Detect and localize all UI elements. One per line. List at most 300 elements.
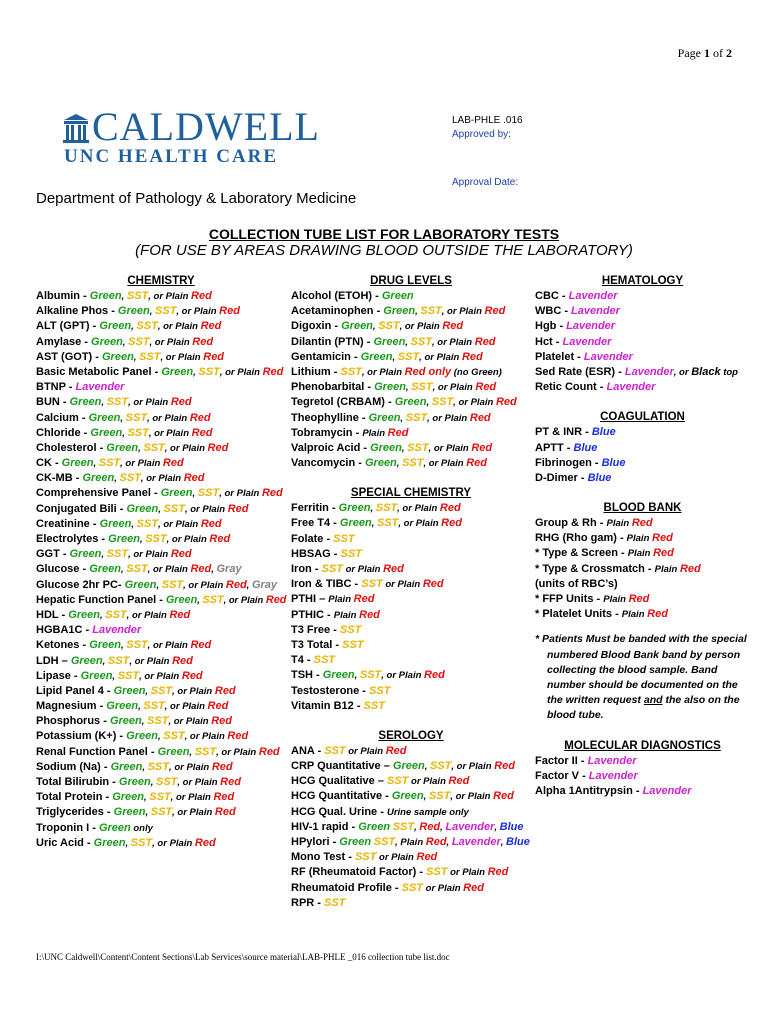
tube-color: SST bbox=[106, 548, 129, 561]
test-row bbox=[36, 562, 286, 577]
tube-note: , or Plain bbox=[157, 321, 201, 333]
tube-color: Red bbox=[416, 851, 438, 864]
file-path-footer: I:\UNC Caldwell\Content\Content Sections\Lab Services\source material\LAB-PHLE _016 collection tube list.doc bbox=[36, 952, 450, 962]
tube-note: , bbox=[354, 670, 360, 682]
test-row bbox=[36, 729, 286, 744]
tube-color: Green bbox=[117, 305, 150, 318]
tube-note: , bbox=[157, 731, 164, 743]
tube-color: Red bbox=[383, 563, 404, 575]
test-row bbox=[535, 592, 750, 607]
test-name: RPR - bbox=[291, 896, 324, 909]
test-name: Tobramycin - bbox=[291, 426, 363, 439]
test-name: Ketones - bbox=[36, 639, 90, 652]
test-row bbox=[36, 517, 286, 532]
test-name: Free T4 - bbox=[291, 517, 340, 530]
tube-color: Lavender bbox=[642, 784, 692, 797]
tube-color: Green bbox=[124, 578, 157, 591]
test-name: Triglycerides - bbox=[36, 806, 114, 819]
test-name: Alcohol (ETOH) - bbox=[291, 290, 382, 302]
tube-note: Plain bbox=[328, 594, 354, 606]
tube-color: Green bbox=[109, 715, 142, 728]
tube-color: Green bbox=[102, 350, 134, 363]
test-name: Chloride - bbox=[36, 426, 91, 439]
tube-note: , bbox=[423, 791, 429, 803]
tube-note: , bbox=[102, 655, 108, 667]
tube-note: , bbox=[125, 837, 131, 849]
tube-color: Green bbox=[99, 320, 132, 333]
tube-note: , bbox=[192, 488, 198, 500]
test-row bbox=[535, 577, 750, 592]
tube-color: SST bbox=[431, 396, 454, 409]
test-name: Troponin I - bbox=[36, 821, 99, 834]
tube-note: , or Plain bbox=[128, 397, 171, 409]
test-row bbox=[291, 365, 531, 380]
test-name: Lithium - bbox=[291, 365, 341, 378]
test-row bbox=[291, 426, 531, 441]
test-row bbox=[291, 501, 531, 516]
test-name: Gentamicin - bbox=[291, 350, 361, 363]
tube-color: Red bbox=[203, 350, 225, 363]
tube-color: Red bbox=[425, 836, 447, 848]
section-heading: COAGULATION bbox=[600, 411, 685, 424]
tube-note: , bbox=[401, 442, 408, 454]
test-name: HCG Quantitative - bbox=[291, 790, 392, 803]
test-row bbox=[291, 319, 531, 334]
test-name: Testosterone - bbox=[291, 684, 370, 697]
tube-note: or Plain bbox=[447, 867, 488, 879]
tube-note: , or Plain bbox=[428, 442, 472, 454]
test-name: T3 Total - bbox=[291, 638, 343, 651]
tube-color: Red bbox=[209, 533, 231, 545]
section-gap bbox=[535, 724, 750, 739]
test-row bbox=[535, 516, 750, 531]
tube-color: Green bbox=[381, 290, 414, 302]
tube-color: SST bbox=[354, 851, 377, 864]
test-row bbox=[36, 532, 286, 547]
tube-color: Red bbox=[194, 836, 216, 849]
tube-color: Blue bbox=[573, 441, 598, 454]
tube-note: , or Plain bbox=[126, 609, 170, 621]
test-row bbox=[291, 577, 531, 592]
test-row bbox=[291, 684, 531, 699]
tube-color: SST bbox=[428, 790, 451, 803]
section-heading: HEMATOLOGY bbox=[601, 275, 684, 287]
tube-note: , bbox=[114, 473, 120, 485]
tube-note: , or Plain bbox=[361, 366, 405, 378]
test-row bbox=[535, 546, 750, 561]
tube-color: Red bbox=[170, 396, 192, 409]
tube-note: , or Plain bbox=[170, 792, 214, 804]
test-row bbox=[36, 669, 286, 684]
section-heading: MOLECULAR DIAGNOSTICS bbox=[564, 739, 721, 752]
tube-note: , or Plain bbox=[398, 518, 442, 530]
tube-note: , or Plain bbox=[129, 655, 173, 667]
tube-color: Red bbox=[207, 441, 229, 454]
tube-note: , or Plain bbox=[219, 488, 262, 500]
tube-note: , bbox=[500, 837, 507, 848]
tube-color: SST bbox=[369, 684, 391, 697]
test-row bbox=[291, 335, 531, 350]
test-row bbox=[535, 531, 750, 546]
tube-color: Red bbox=[258, 745, 280, 758]
tube-note: , or Plain bbox=[184, 503, 228, 515]
tube-color: SST bbox=[429, 760, 452, 773]
tube-note: , bbox=[158, 503, 164, 515]
tube-color: Red bbox=[261, 487, 283, 500]
tube-color: SST bbox=[339, 623, 362, 636]
tube-note: , or Plain bbox=[139, 670, 182, 682]
test-name: RF (Rheumatoid Factor) - bbox=[291, 866, 427, 879]
tube-color: Green bbox=[99, 517, 132, 530]
test-row bbox=[535, 365, 750, 380]
tube-note: , or Plain bbox=[168, 716, 212, 728]
test-row bbox=[36, 699, 286, 714]
tube-color: Green bbox=[360, 350, 393, 363]
test-row bbox=[36, 289, 286, 304]
test-row bbox=[36, 471, 286, 486]
tube-color: Lavender bbox=[588, 769, 638, 782]
tube-color: Red bbox=[474, 335, 496, 348]
tube-color: Green bbox=[108, 533, 140, 545]
tube-note: Plain bbox=[603, 594, 629, 605]
tube-color: Red bbox=[495, 396, 517, 409]
test-row bbox=[36, 395, 286, 410]
tube-color: SST bbox=[117, 669, 140, 682]
test-row bbox=[291, 896, 531, 911]
test-name: Vitamin B12 - bbox=[291, 699, 364, 712]
test-name: AST (GOT) - bbox=[36, 350, 102, 363]
tube-color: Blue bbox=[587, 471, 612, 484]
document-id: LAB-PHLE .016 bbox=[452, 115, 523, 126]
test-name: * FFP Units - bbox=[535, 593, 604, 605]
test-row bbox=[291, 395, 531, 410]
tube-color: Red bbox=[225, 578, 247, 591]
test-name: Lipid Panel 4 - bbox=[36, 684, 114, 697]
tube-color: Red bbox=[190, 563, 212, 576]
logo-name: CALDWELL bbox=[92, 104, 320, 149]
tube-color: Red bbox=[385, 744, 407, 757]
test-name: Total Protein - bbox=[36, 791, 113, 804]
tube-color: SST bbox=[361, 578, 383, 591]
tube-color: SST bbox=[126, 563, 148, 576]
test-name: TSH - bbox=[291, 669, 323, 682]
test-name: Total Bilirubin - bbox=[36, 776, 119, 788]
tube-note: , or Plain bbox=[120, 458, 163, 470]
test-name: HCG Qualitative – bbox=[291, 775, 387, 788]
tube-color: SST bbox=[163, 730, 185, 743]
tube-note: , bbox=[131, 518, 137, 530]
tube-color: Red bbox=[469, 411, 491, 424]
tube-color: Red bbox=[448, 775, 470, 788]
section-heading: CHEMISTRY bbox=[127, 275, 195, 287]
tube-color: Green bbox=[98, 821, 131, 834]
tube-color: SST bbox=[107, 654, 130, 667]
tube-color: Lavender bbox=[568, 290, 618, 302]
tube-note: , or Plain bbox=[140, 473, 184, 485]
test-row bbox=[535, 471, 750, 486]
test-row bbox=[291, 623, 531, 638]
test-row bbox=[291, 608, 531, 623]
test-row bbox=[291, 304, 531, 319]
document-id-block bbox=[452, 114, 523, 142]
test-row bbox=[291, 532, 531, 547]
tube-note: , bbox=[400, 412, 406, 424]
tube-note: , bbox=[156, 579, 162, 591]
tube-note: Plain bbox=[606, 518, 632, 530]
test-row bbox=[535, 380, 750, 395]
test-row bbox=[36, 760, 286, 775]
tube-color: Lavender bbox=[92, 624, 142, 637]
test-row bbox=[291, 744, 531, 759]
test-name: PT & INR - bbox=[535, 426, 592, 439]
tube-color: Green bbox=[160, 487, 193, 500]
test-row bbox=[535, 607, 750, 622]
tube-note: , or Plain bbox=[453, 397, 496, 409]
test-row bbox=[535, 456, 750, 471]
test-name: Phosphorus - bbox=[36, 715, 110, 728]
tube-note: , or Plain bbox=[149, 336, 193, 348]
tube-note: , or Plain bbox=[148, 291, 192, 302]
tube-color: SST bbox=[163, 502, 185, 515]
test-name: Hepatic Function Panel - bbox=[36, 593, 166, 606]
tube-note: , bbox=[121, 291, 127, 302]
test-row bbox=[291, 653, 531, 668]
tube-note: or Plain bbox=[423, 882, 464, 894]
section-heading: SPECIAL CHEMISTRY bbox=[350, 487, 472, 500]
tube-color: SST bbox=[147, 760, 170, 773]
tube-color: Red bbox=[262, 365, 284, 378]
tube-color: Red bbox=[200, 517, 222, 530]
tube-note: , or Plain bbox=[164, 701, 208, 713]
tube-color: Lavender bbox=[75, 381, 125, 394]
test-name: Potassium (K+) - bbox=[36, 730, 127, 743]
tube-note: , or Plain bbox=[183, 579, 226, 591]
tube-note: , bbox=[145, 807, 151, 819]
tube-note: , bbox=[141, 716, 148, 728]
test-name: PTHI – bbox=[291, 593, 329, 606]
tube-note: , or Plain bbox=[427, 412, 470, 424]
tube-color: Red bbox=[220, 776, 241, 788]
tube-note: Plain bbox=[333, 609, 360, 621]
test-row bbox=[291, 789, 531, 804]
tube-color: Red bbox=[162, 457, 184, 470]
tube-color: SST bbox=[106, 396, 129, 409]
test-name: Vancomycin - bbox=[291, 457, 365, 470]
tube-color: Lavender bbox=[566, 320, 616, 333]
tube-note: , or Plain bbox=[441, 306, 485, 318]
tube-color: SST bbox=[98, 457, 121, 470]
test-name: * Type & Screen - bbox=[535, 547, 628, 560]
tube-color: SST bbox=[155, 305, 177, 318]
test-row bbox=[535, 350, 750, 365]
tube-color: SST bbox=[340, 547, 362, 560]
tube-color: SST bbox=[136, 320, 158, 333]
tube-note: , bbox=[211, 564, 217, 576]
test-name: Tegretol (CRBAM) - bbox=[291, 396, 395, 409]
test-name: Hgb - bbox=[535, 320, 567, 333]
test-row bbox=[291, 668, 531, 683]
section-heading: BLOOD BANK bbox=[603, 502, 682, 515]
tube-note: , bbox=[143, 792, 150, 804]
tube-note: , or Plain bbox=[169, 761, 212, 773]
tube-note: , or Plain bbox=[381, 670, 425, 682]
tube-color: Red bbox=[359, 608, 380, 621]
section-gap bbox=[535, 395, 750, 410]
tube-color: Red bbox=[189, 411, 211, 424]
test-name: * Platelet Units - bbox=[535, 608, 622, 621]
tube-color: Red bbox=[441, 517, 462, 530]
tube-color: Red bbox=[463, 881, 484, 894]
tube-color: Red bbox=[181, 669, 203, 682]
tube-note: , bbox=[112, 670, 118, 682]
test-name: Calcium - bbox=[36, 411, 89, 424]
tube-color: Red bbox=[190, 639, 212, 652]
test-row bbox=[36, 745, 286, 760]
test-name: Albumin - bbox=[36, 290, 90, 302]
test-name: Renal Function Panel - bbox=[36, 745, 158, 758]
tube-color: Blue bbox=[591, 426, 616, 439]
approved-by-label: Approved by: bbox=[452, 129, 511, 140]
tube-color: SST bbox=[392, 820, 415, 833]
tube-color: SST bbox=[402, 457, 424, 470]
tube-note: , bbox=[139, 534, 146, 545]
tube-color: Red bbox=[493, 790, 514, 803]
tube-color: SST bbox=[161, 578, 184, 591]
document-title: COLLECTION TUBE LIST FOR LABORATORY TESTS bbox=[208, 226, 560, 242]
test-row bbox=[535, 769, 750, 784]
test-name: Folate - bbox=[291, 532, 334, 545]
test-name: HGBA1C - bbox=[36, 624, 93, 637]
test-row bbox=[36, 380, 286, 395]
tube-color: Green bbox=[91, 335, 123, 348]
tube-color: Green bbox=[68, 608, 100, 621]
tube-color: Lavender bbox=[451, 836, 501, 848]
tube-note: , bbox=[392, 351, 398, 363]
tube-color: SST bbox=[145, 533, 167, 545]
tube-note: , or Plain bbox=[223, 594, 266, 606]
tube-note: (no Green) bbox=[451, 366, 502, 378]
test-name: Phenobarbital - bbox=[291, 381, 375, 394]
test-row bbox=[36, 335, 286, 350]
tube-color: SST bbox=[128, 335, 150, 348]
test-row bbox=[291, 380, 531, 395]
tube-color: SST bbox=[149, 791, 171, 804]
test-name: Uric Acid - bbox=[36, 836, 94, 849]
tube-color: Red bbox=[471, 441, 493, 454]
tube-color: Red bbox=[653, 547, 674, 560]
test-row bbox=[36, 805, 286, 820]
test-row bbox=[291, 289, 531, 304]
test-name: * Type & Crossmatch - bbox=[535, 562, 655, 575]
test-row bbox=[535, 319, 750, 334]
test-row bbox=[535, 754, 750, 769]
test-name: HBSAG - bbox=[291, 547, 341, 560]
tube-color: Green bbox=[368, 411, 401, 424]
tube-color: Red bbox=[227, 730, 249, 743]
test-row bbox=[535, 425, 750, 440]
test-row bbox=[535, 289, 750, 304]
tube-color: Red bbox=[192, 335, 214, 348]
tube-note: , bbox=[99, 609, 106, 621]
tube-color: Green bbox=[394, 396, 427, 409]
tube-color: SST bbox=[342, 638, 364, 651]
tube-color: Green bbox=[339, 836, 372, 848]
tube-note: , or Plain bbox=[184, 731, 228, 743]
test-name: ALT (GPT) - bbox=[36, 320, 100, 333]
tube-color: Green bbox=[339, 517, 372, 530]
tube-color: Green bbox=[88, 411, 121, 424]
tube-color: Red bbox=[200, 320, 222, 333]
tube-color: Red bbox=[170, 548, 192, 561]
tube-color: SST bbox=[420, 305, 442, 318]
tube-color: SST bbox=[143, 441, 165, 454]
tube-note: , bbox=[138, 701, 144, 713]
test-row bbox=[535, 784, 750, 799]
tube-note: , or Plain bbox=[176, 306, 220, 318]
test-row bbox=[291, 835, 531, 850]
tube-note: , or Plain bbox=[451, 761, 495, 773]
test-name: Conjugated Bili - bbox=[36, 502, 127, 515]
tube-color: Lavender bbox=[587, 754, 637, 767]
tube-note: , bbox=[405, 382, 412, 394]
test-name: HPylori - bbox=[291, 836, 340, 848]
tube-color: Green bbox=[126, 730, 158, 743]
tube-color: SST bbox=[397, 350, 420, 363]
tube-color: Red bbox=[466, 457, 488, 470]
section-gap bbox=[291, 471, 531, 486]
tube-note: , bbox=[426, 397, 432, 409]
test-name: Factor II - bbox=[535, 754, 588, 767]
tube-color: Green bbox=[69, 396, 102, 409]
test-name: WBC - bbox=[535, 305, 572, 318]
test-row bbox=[36, 684, 286, 699]
tube-note: , bbox=[246, 579, 252, 591]
test-row bbox=[291, 638, 531, 653]
tube-note: , or Plain bbox=[160, 351, 204, 363]
test-name: D-Dimer - bbox=[535, 471, 588, 484]
tube-note: , or Plain bbox=[432, 382, 476, 394]
tube-note: , or Plain bbox=[147, 412, 190, 424]
tube-note: , bbox=[142, 761, 148, 773]
tube-color: Green bbox=[89, 639, 121, 652]
test-row bbox=[36, 623, 286, 638]
test-name: Alkaline Phos - bbox=[36, 305, 118, 318]
tube-note: , bbox=[122, 427, 128, 439]
test-name: CK - bbox=[36, 457, 62, 470]
tube-color: Blue bbox=[601, 456, 626, 469]
tube-color: SST bbox=[126, 290, 149, 302]
tube-note: , bbox=[372, 321, 379, 333]
tube-color: Green bbox=[161, 365, 194, 378]
test-row bbox=[291, 562, 531, 577]
test-name: Lipase - bbox=[36, 669, 81, 682]
tube-color: SST bbox=[155, 776, 178, 788]
test-name: Comprehensive Panel - bbox=[36, 487, 161, 500]
tube-color: Green bbox=[392, 760, 425, 773]
caldwell-logo bbox=[62, 104, 332, 170]
test-name: Acetaminophen - bbox=[291, 305, 384, 318]
test-row bbox=[291, 881, 531, 896]
test-row bbox=[291, 456, 531, 471]
test-name: Cholesterol - bbox=[36, 441, 107, 454]
tube-color: Green bbox=[118, 776, 151, 788]
test-row bbox=[36, 775, 286, 790]
tube-note: , bbox=[424, 761, 430, 773]
tube-color: Red bbox=[461, 350, 483, 363]
tube-note: Plain bbox=[627, 548, 654, 560]
test-row bbox=[291, 850, 531, 865]
test-name: Retic Count - bbox=[535, 381, 607, 394]
